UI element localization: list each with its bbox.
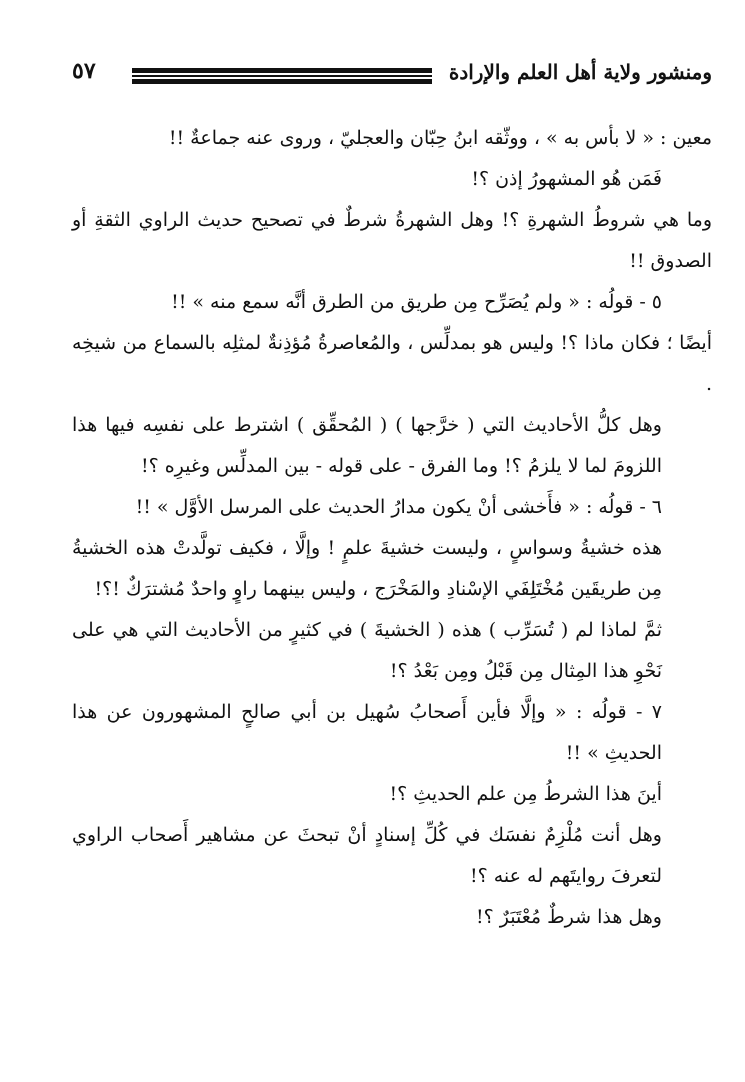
page-number: ٥٧ (72, 58, 96, 84)
paragraph: ٦ - قولُه : « فأَخشى أنْ يكون مدارُ الحديث على المرسل الأوَّل » !! (135, 496, 662, 518)
paragraph: معين : « لا بأس به » ، ووثّقه ابنُ حِبّان والعجليّ ، وروى عنه جماعةٌ !! (168, 127, 712, 149)
paragraph: فَمَن هُو المشهورُ إذن ؟! (471, 168, 662, 190)
paragraph: أينَ هذا الشرطُ مِن علم الحديثِ ؟! (389, 783, 662, 805)
paragraph: هذه خشيةُ وسواسٍ ، وليست خشيةَ علمٍ ! وإلَّا ، فكيف تولَّدتْ هذه الخشيةُ مِن طريقَين مُخْتَلِفَي الإسْنادِ والمَخْرَج ، وليس بينهما راوٍ واحدٌ مُشترَكٌ !؟! (72, 537, 662, 600)
body-text (72, 118, 712, 1038)
paragraph: وهل هذا شرطٌ مُعْتَبَرٌ ؟! (475, 906, 662, 928)
header-rule (132, 68, 432, 82)
paragraph: أيضًا ؛ فكان ماذا ؟! وليس هو بمدلِّس ، والمُعاصرةُ مُؤذِنةٌ لمثلِه بالسماع من شيخِه . (72, 332, 712, 395)
paragraph: وهل كلُّ الأحاديث التي ( خرَّجها ) ( المُحقِّق ) اشترط على نفسِه فيها هذا اللزومَ لما لا يلزمُ ؟! وما الفرق - على قوله - بين المدلِّس وغيرِه ؟! (72, 414, 662, 477)
paragraph: وما هي شروطُ الشهرةِ ؟! وهل الشهرةُ شرطٌ في تصحيح حديث الراوي الثقةِ أو الصدوق !! (72, 209, 712, 272)
page-header (72, 56, 712, 96)
running-title: ومنشور ولاية أهل العلم والإرادة (448, 60, 712, 84)
paragraph: ٥ - قولُه : « ولم يُصَرِّح مِن طريق من الطرق أنَّه سمع منه » !! (171, 291, 662, 313)
paragraph: ثمَّ لماذا لم ( تُسَرِّب ) هذه ( الخشيةَ ) في كثيرٍ من الأحاديث التي هي على نَحْوِ هذا المِثال مِن قَبْلُ ومِن بَعْدُ ؟! (72, 619, 662, 682)
paragraph: وهل أنت مُلْزِمٌ نفسَك في كُلِّ إسنادٍ أنْ تبحثَ عن مشاهير أَصحاب الراوي لتعرفَ روايتَهم له عنه ؟! (72, 824, 662, 887)
paragraph: ٧ - قولُه : « وإلَّا فأين أَصحابُ سُهيل بن أبي صالحٍ المشهورون عن هذا الحديثِ » !! (72, 701, 662, 764)
